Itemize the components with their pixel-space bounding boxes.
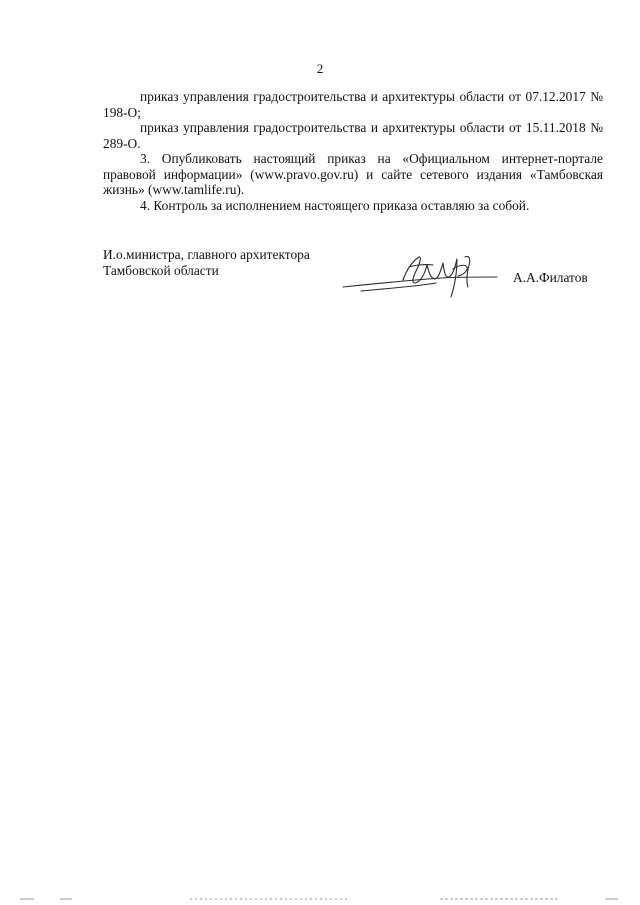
signer-title-line1: И.о.министра, главного архитектора xyxy=(103,247,310,262)
signature-block xyxy=(103,247,603,285)
paragraph-control: 4. Контроль за исполнением настоящего приказа оставляю за собой. xyxy=(140,197,530,213)
signer-title-line2: Тамбовской области xyxy=(103,262,219,278)
paragraph-order-2018: приказ управления градостроительства и архитектуры области от 15.11.2018 № 289-О. xyxy=(103,120,603,151)
scan-edge-marks xyxy=(20,897,620,901)
document-body xyxy=(103,89,603,213)
paragraph-publish: 3. Опубликовать настоящий приказ на «Официальном интернет-портале правовой информации» (www.pravo.gov.ru) и сайте сетевого издания «Тамбовская жизнь» (www.tamlife.ru). xyxy=(103,151,603,197)
paragraph-order-2017: приказ управления градостроительства и архитектуры области от 07.12.2017 № 198-О; xyxy=(103,89,603,120)
handwritten-signature xyxy=(341,247,501,302)
signer-name: А.А.Филатов xyxy=(513,270,588,285)
page-number: 2 xyxy=(316,61,324,76)
